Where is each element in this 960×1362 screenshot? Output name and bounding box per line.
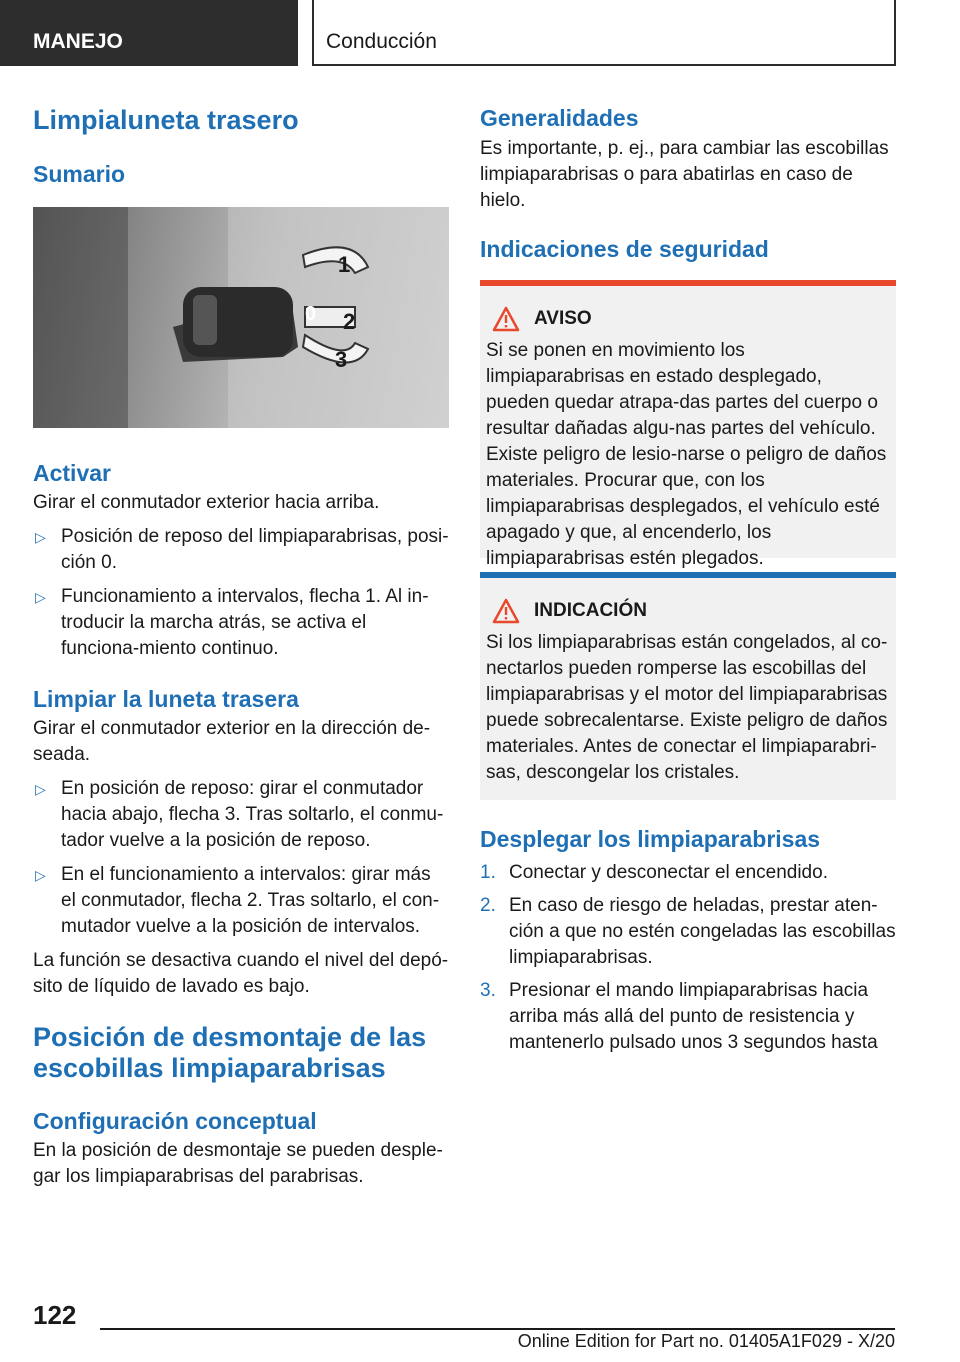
generalidades-text: Es importante, p. ej., para cambiar las escobillas limpiaparabrisas o para abatirlas en caso de hielo. — [480, 138, 889, 211]
aviso-title: AVISO — [534, 308, 592, 329]
configuracion-heading: Configuración conceptual — [33, 1108, 317, 1134]
list-item: 2. En caso de riesgo de heladas, prestar aten-ción a que no estén congeladas las escobillas limpiaparabrisas. — [480, 895, 896, 968]
activar-list — [33, 524, 449, 662]
triangle-bullet-icon: ▷ — [35, 781, 46, 797]
indicacion-title: INDICACIÓN — [534, 600, 647, 621]
chapter-tab: Conducción — [312, 0, 896, 66]
desplegar-steps — [480, 860, 896, 1056]
activar-heading: Activar — [33, 460, 111, 486]
desplegar-heading: Desplegar los limpiaparabrisas — [480, 826, 821, 852]
triangle-bullet-icon: ▷ — [35, 589, 46, 605]
seguridad-heading: Indicaciones de seguridad — [480, 236, 769, 262]
position-label-0: 0 — [305, 303, 317, 325]
section-tab: MANEJO — [0, 0, 298, 66]
footer-divider — [100, 1328, 895, 1330]
list-item: 3. Presionar el mando limpiaparabrisas hacia arriba más allá del punto de resistencia y mantenerlo pulsado unos 3 segundos hasta — [480, 980, 878, 1053]
aviso-text: Si se ponen en movimiento los limpiaparabrisas en estado desplegado, pueden quedar atrapa-das partes del cuerpo o resultar dañadas algu-nas partes del vehículo. Existe peligro de lesio-narse o peligro de daños materiales. Procurar que, con los limpiaparabrisas desplegados, el vehículo esté apagado y que, al encenderlo, los limpiaparabrisas estén plegados. — [486, 340, 887, 569]
notice-icon — [492, 598, 520, 624]
list-item: 1. Conectar y desconectar el encendido. — [480, 862, 828, 883]
activar-intro: Girar el conmutador exterior hacia arriba. — [33, 492, 380, 513]
triangle-bullet-icon: ▷ — [35, 529, 46, 545]
limpiar-intro: Girar el conmutador exterior en la dirección de-seada. — [33, 718, 431, 765]
list-item: ▷ Posición de reposo del limpiaparabrisas, posi-ción 0. — [35, 526, 449, 573]
page-number: 122 — [33, 1300, 77, 1330]
limpiar-heading: Limpiar la luneta trasera — [33, 686, 299, 712]
triangle-bullet-icon: ▷ — [35, 867, 46, 883]
configuracion-text: En la posición de desmontaje se pueden desple-gar los limpiaparabrisas del parabrisas. — [33, 1140, 443, 1187]
indicacion-text: Si los limpiaparabrisas están congelados, al co-nectarlos pueden romperse las escobillas del limpiaparabrisas y el motor del limpiaparabrisas puede sobrecalentarse. Existe peligro de daños materiales. Antes de conectar el limpiaparabri-sas, descongelar los cristales. — [486, 632, 888, 783]
list-item: ▷ En el funcionamiento a intervalos: girar más el conmutador, flecha 2. Tras soltarlo, el con-mutador vuelve a la posición de intervalos. — [35, 864, 440, 937]
arrow-label-2: 2 — [343, 309, 356, 334]
generalidades-heading: Generalidades — [480, 105, 639, 131]
indicacion-box — [480, 572, 896, 800]
list-item: ▷ En posición de reposo: girar el conmutador hacia abajo, flecha 3. Tras soltarlo, el conmu-tador vuelve a la posición de reposo. — [35, 778, 444, 851]
list-item: ▷ Funcionamiento a intervalos, flecha 1. Al in-troducir la marcha atrás, se activa el funciona-miento continuo. — [35, 586, 429, 659]
edition-text: Online Edition for Part no. 01405A1F029 - X/20 — [517, 1331, 895, 1351]
section-title: Limpialuneta trasero — [33, 105, 299, 135]
aviso-box — [480, 280, 896, 569]
limpiar-outro: La función se desactiva cuando el nivel del depó-sito de líquido de lavado es bajo. — [33, 950, 449, 997]
posicion-title: Posición de desmontaje de las escobillas limpiaparabrisas — [33, 1022, 427, 1083]
page-header — [0, 0, 960, 66]
left-column — [33, 96, 449, 1190]
arrow-label-1: 1 — [338, 252, 351, 277]
limpiar-list — [33, 776, 449, 940]
warning-icon — [492, 306, 520, 332]
wiper-switch-photo — [33, 207, 449, 428]
arrow-label-3: 3 — [335, 347, 348, 372]
wiper-switch-illustration — [33, 207, 449, 428]
sumario-heading: Sumario — [33, 161, 126, 187]
right-column — [480, 96, 896, 1056]
